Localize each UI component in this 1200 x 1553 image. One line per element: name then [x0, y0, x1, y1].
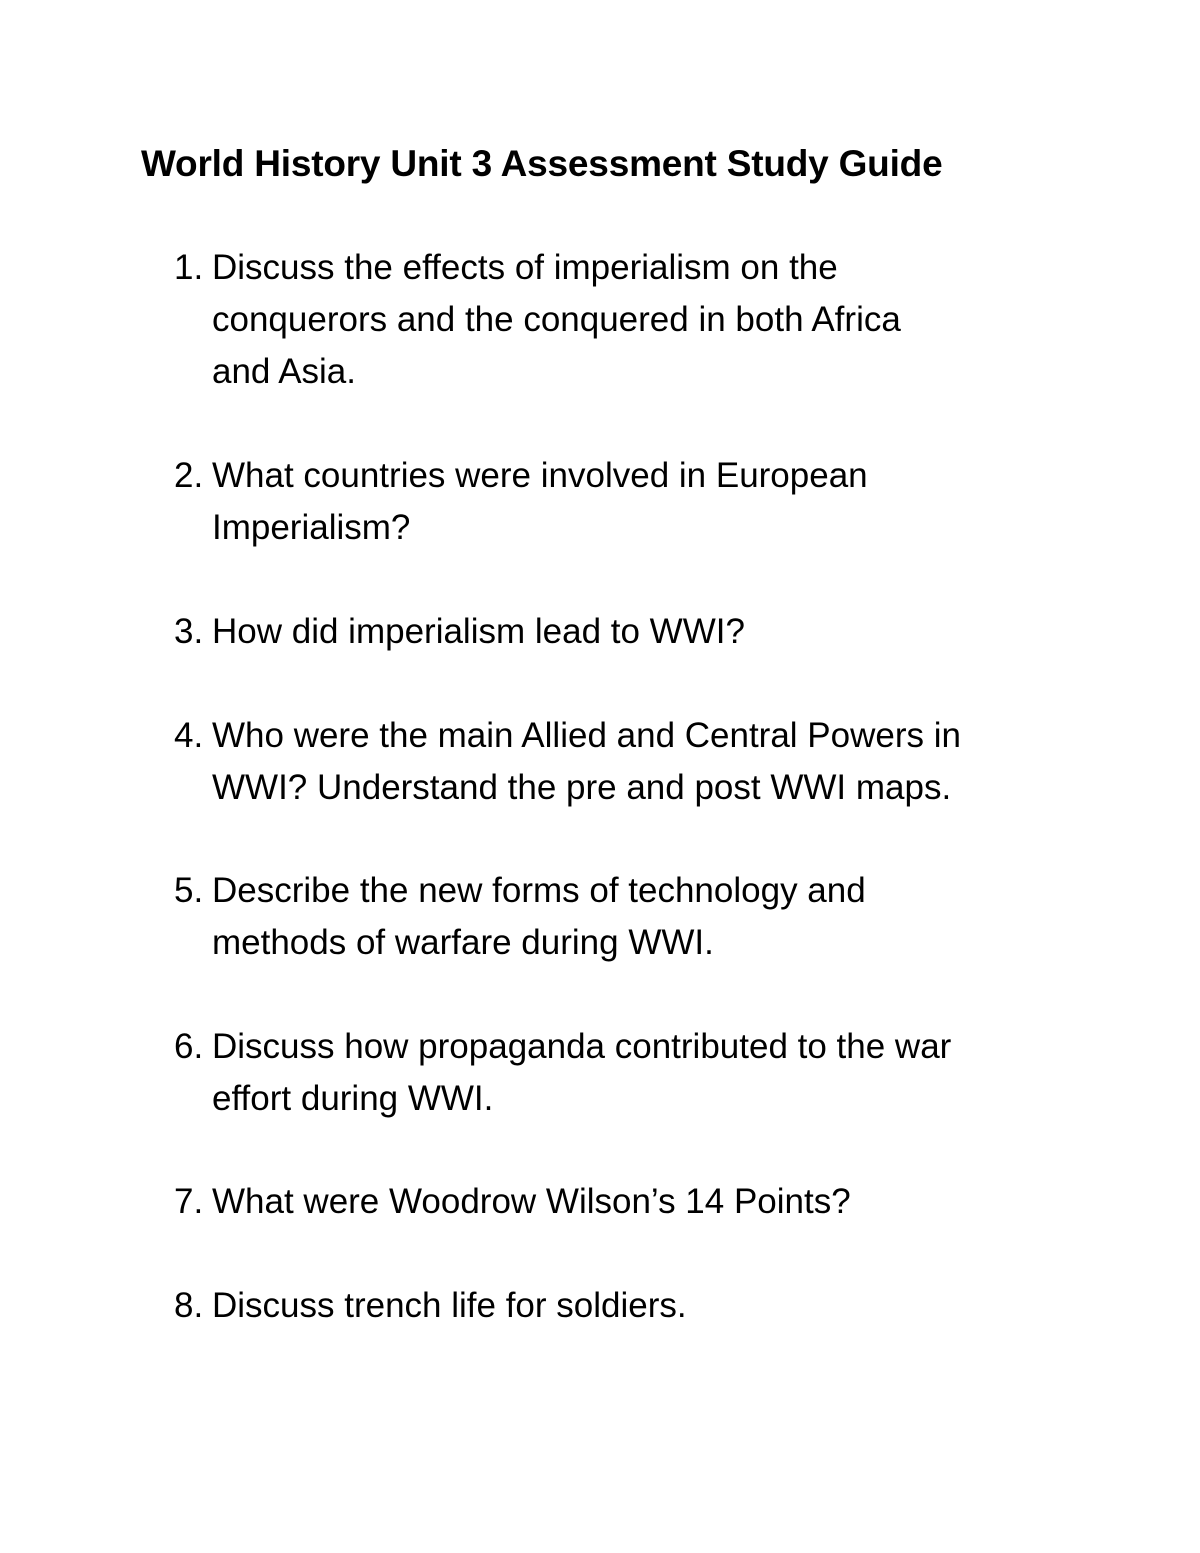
- question-number: 8.: [174, 1286, 204, 1325]
- question-text: How did imperialism lead to WWI?: [212, 612, 745, 651]
- question-text: Discuss trench life for soldiers.: [212, 1286, 687, 1325]
- question-text: What were Woodrow Wilson’s 14 Points?: [212, 1182, 851, 1221]
- question-number: 3.: [174, 612, 204, 651]
- question-number: 2.: [174, 456, 204, 495]
- question-text: Discuss how propaganda contributed to the war effort during WWI.: [212, 1027, 952, 1118]
- question-number: 7.: [174, 1182, 204, 1221]
- page-title: World History Unit 3 Assessment Study Guide: [141, 143, 943, 184]
- question-number: 5.: [174, 871, 204, 910]
- question-number: 1.: [174, 248, 204, 287]
- question-text: What countries were involved in European Imperialism?: [212, 456, 868, 547]
- question-number: 4.: [174, 716, 204, 755]
- question-text: Describe the new forms of technology and methods of warfare during WWI.: [212, 871, 866, 962]
- question-text: Discuss the effects of imperialism on the conquerors and the conquered in both Africa and Asia.: [212, 248, 901, 391]
- question-number: 6.: [174, 1027, 204, 1066]
- question-text: Who were the main Allied and Central Powers in WWI? Understand the pre and post WWI maps.: [212, 716, 961, 807]
